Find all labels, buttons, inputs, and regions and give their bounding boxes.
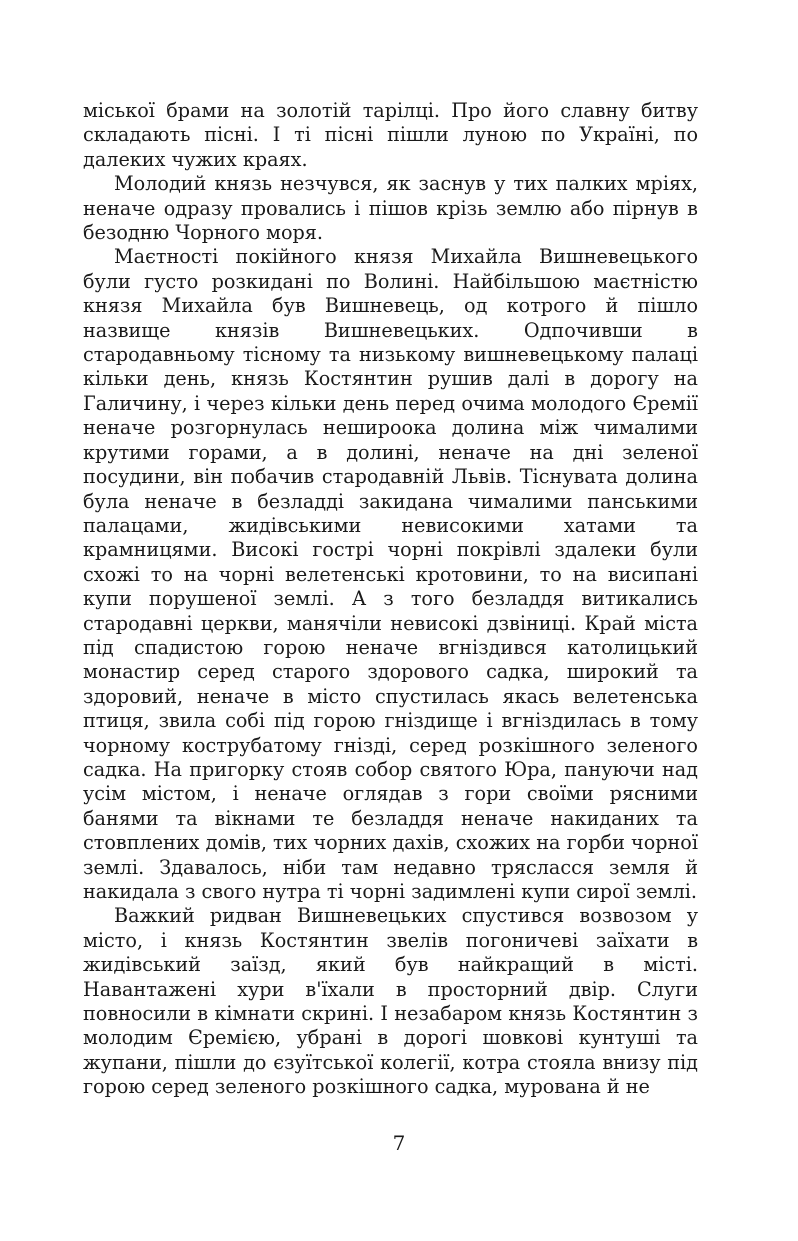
body-text bbox=[83, 99, 698, 1100]
paragraph-4: Важкий ридван Вишневецьких спустився возвозом у місто, і князь Костянтин звелів погоничеві заїхати в жидівський заїзд, який був найкращий в місті. Навантажені хури в'їхали в просторний двір. Слуги повносили в кімнати скрині. І незабаром князь Костянтин з молодим Єремією, убрані в дорогі шовкові кунтуші та жупани, пішли до єзуїтської колегії, котра стояла внизу під горою серед зеленого розкішного садка, мурована й не bbox=[83, 904, 698, 1099]
page-number: 7 bbox=[392, 1131, 406, 1155]
paragraph-2: Молодий князь незчувся, як заснув у тих палких мріях, неначе одразу провались і пішов крізь землю або пірнув в безодню Чорного моря. bbox=[83, 172, 698, 245]
paragraph-1: міської брами на золотій тарілці. Про його славну битву складають пісні. І ті пісні пішли луною по Україні, по далеких чужих краях. bbox=[83, 99, 698, 171]
paragraph-3: Маєтності покійного князя Михайла Вишневецького були густо розкидані по Волині. Найбільшою маєтністю князя Михайла був Вишневець, од котрого й пішло назвище князів Вишневецьких. Одпочивши в стародавньому тісному та низькому вишневецькому палаці кільки день, князь Костянтин рушив далі в дорогу на Галичину, і через кільки день перед очима молодого Єремії неначе розгорнулась нешироока долина між чималими крутими горами, а в долині, неначе на дні зеленої посудини, він побачив стародавній Львів. Тіснувата долина була неначе в безладді закидана чималими панськими палацами, жидівськими невисокими хатами та крамницями. Високі гострі чорні покрівлі здалеки були схожі то на чорні велетенські кротовини, то на висипані купи порушеної землі. А з того безладдя витикались стародавні церкви, манячіли невисокі дзвіниці. Край міста під спадистою горою неначе вгніздився католицький монастир серед старого здорового садка, широкий та здоровий, неначе в місто спустилась якась велетенська птиця, звила собі під горою гніздище і вгніздилась в тому чорному кострубатому гнізді, серед розкішного зеленого садка. На пригорку стояв собор святого Юра, пануючи над усім містом, і неначе оглядав з гори своїми рясними банями та вікнами те безладдя неначе накиданих та стовплених домів, тих чорних дахів, схожих на горби чорної землі. Здавалось, ніби там недавно трясласся земля й накидала з свого нутра ті чорні задимлені купи сирої землі. bbox=[83, 245, 698, 903]
